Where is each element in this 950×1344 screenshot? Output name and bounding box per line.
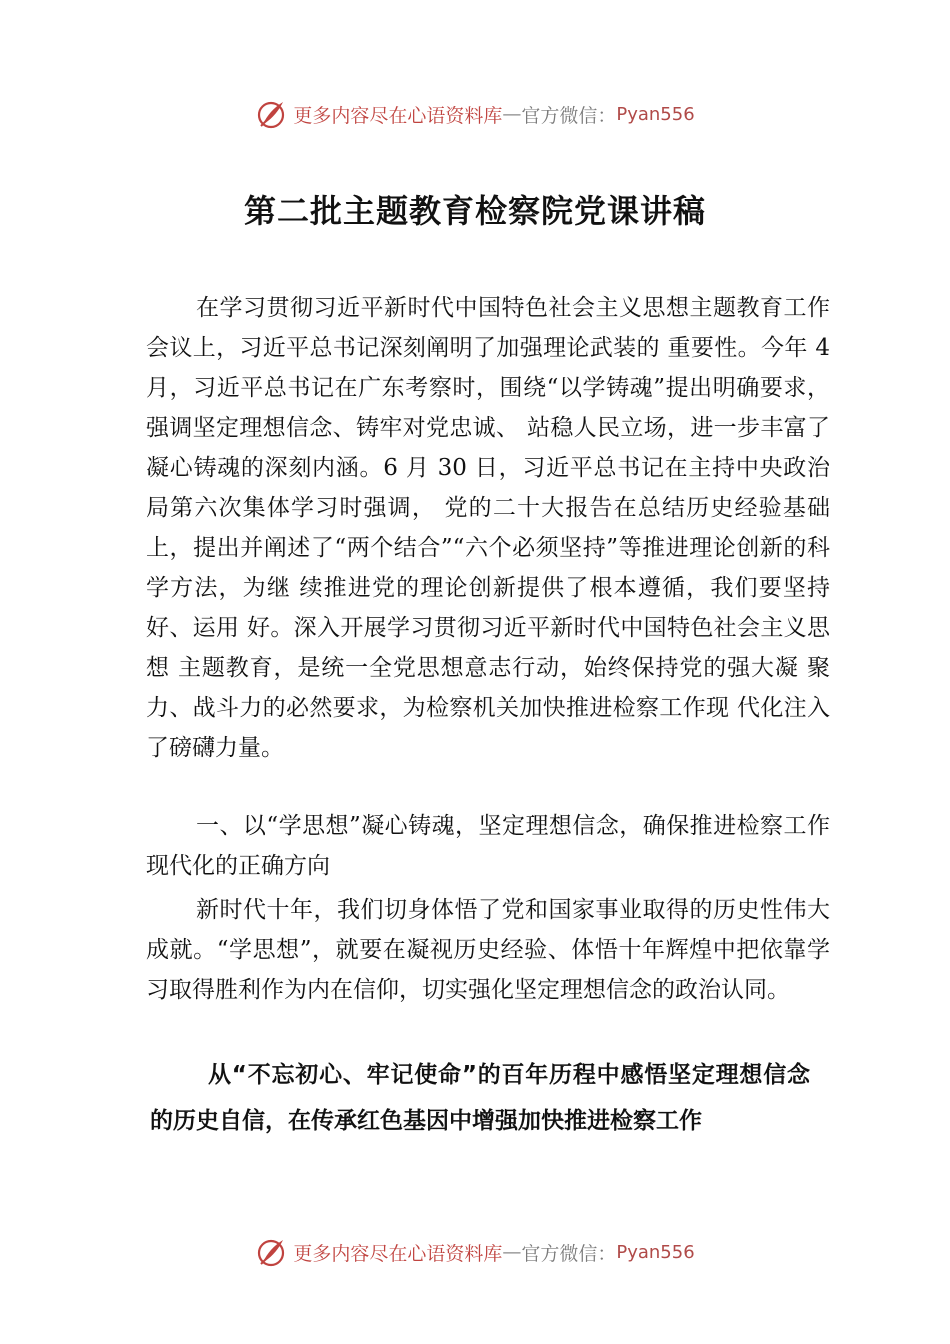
paragraph-text: 在学习贯彻习近平新时代中国特色社会主义思想主题教育工作会议上，习近平总书记深刻阐明了加强理论武装的 重要性。今年 4 月，习近平总书记在广东考察时，围绕“以学铸魂”提出明确要求，强调坚定理想信念、铸牢对党忠诚、 站稳人民立场，进一步丰富了凝心铸魂的深刻内涵。6 月 30 日，习近平总书记在主持中央政治局第六次集体学习时强调， 党的二十大报告在总结历史经验基础上，提出并阐述了“两个结合”“六个必须坚持”等推进理论创新的科学方法，为继 续推进党的理论创新提供了根本遵循，我们要坚持好、运用 好。深入开展学习贯彻习近平新时代中国特色社会主义思想 主题教育，是统一全党思想意志行动，始终保持党的强大凝 聚力、战斗力的必然要求，为检察机关加快推进检察工作现 代化注入了磅礴力量。 [146, 295, 830, 761]
watermark-separator: — [502, 103, 522, 125]
feather-quill-icon [255, 98, 287, 130]
watermark-separator: — [502, 1241, 522, 1263]
watermark-label: 官方微信： [521, 104, 617, 127]
paragraph-text: 新时代十年，我们切身体悟了党和国家事业取得的历史性伟大成就。“学思想”，就要在凝视历史经验、体悟十年辉煌中把依靠学习取得胜利作为内在信仰，切实强化坚定理想信念的政治认同。 [146, 897, 830, 1003]
footer-watermark [0, 1232, 950, 1272]
header-watermark [0, 94, 950, 134]
watermark-wechat-id: Pyan556 [616, 103, 695, 125]
section-heading [146, 806, 830, 886]
bold-paragraph [150, 1052, 810, 1144]
section-heading-text: 一、以“学思想”凝心铸魂，坚定理想信念，确保推进检察工作现代化的正确方向 [146, 813, 830, 879]
watermark-wechat-id: Pyan556 [616, 1241, 695, 1263]
body-paragraph-3 [146, 890, 830, 1010]
feather-quill-icon [255, 1236, 287, 1268]
bold-paragraph-text: 从“不忘初心、牢记使命”的百年历程中感悟坚定理想信念的历史自信，在传承红色基因中增强加快推进检察工作 [150, 1062, 810, 1134]
document-title: 第二批主题教育检察院党课讲稿 [243, 192, 706, 230]
watermark-label: 官方微信： [521, 1242, 617, 1265]
watermark-site-text: 更多内容尽在心语资料库 [293, 104, 503, 127]
watermark-site-text: 更多内容尽在心语资料库 [293, 1242, 503, 1265]
body-paragraph-1 [146, 288, 830, 768]
